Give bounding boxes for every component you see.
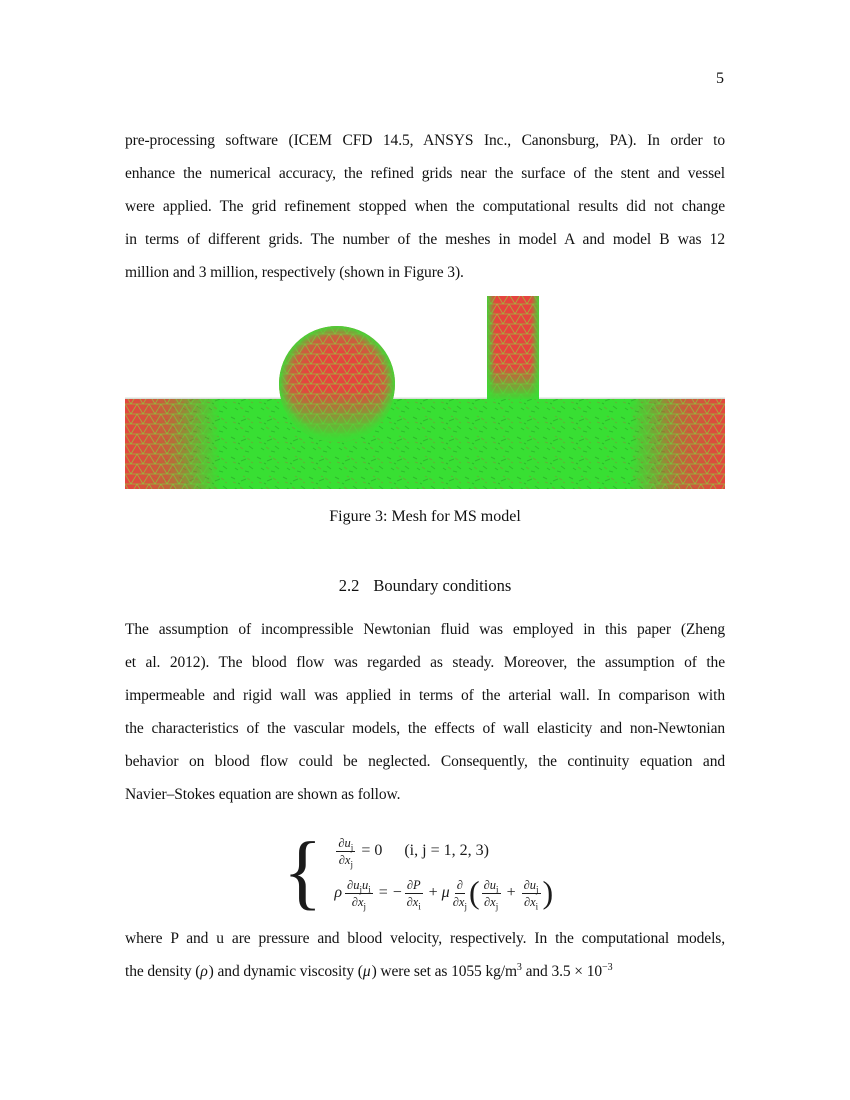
equals-sign: =: [378, 884, 388, 901]
index-condition: (i, j = 1, 2, 3): [404, 842, 489, 859]
figure-caption: Figure 3: Mesh for MS model: [329, 508, 521, 525]
text-line: in terms of different grids. The number of the meshes in model A and model B was 12: [125, 231, 725, 248]
vessel-outlet-mesh: [630, 399, 725, 489]
superscript: −3: [602, 961, 613, 973]
paragraph-where-definitions: [125, 922, 725, 988]
text-line: behavior on blood flow could be neglected. Consequently, the continuity equation and: [125, 753, 725, 770]
rho-symbol: ρ: [334, 884, 343, 901]
equation-rows: [334, 836, 553, 909]
mesh-figure-svg: [125, 294, 725, 490]
continuity-equation: [334, 836, 553, 867]
text-line: et al. 2012). The blood flow was regarded as steady. Moreover, the assumption of the: [125, 654, 725, 671]
figure-mesh-ms-model: [125, 294, 725, 490]
page-number: 5: [716, 70, 724, 87]
equals-zero: = 0: [361, 842, 383, 859]
mu-inline: μ: [362, 963, 371, 980]
text-line: million and 3 million, respectively (shown in Figure 3).: [125, 264, 464, 281]
fraction: $\frac{\partial u_ju_i}{\partial x_j}$: [347, 877, 371, 911]
text-line: The assumption of incompressible Newtonian fluid was employed in this paper (Zheng: [125, 621, 725, 638]
text-line: where P and u are pressure and blood velocity, respectively. In the computational models,: [125, 930, 725, 947]
right-paren: ): [542, 873, 554, 910]
momentum-equation: [334, 873, 554, 911]
minus-sign: −: [392, 884, 402, 901]
text-line: enhance the numerical accuracy, the refined grids near the surface of the stent and vessel: [125, 165, 725, 182]
left-paren: (: [468, 873, 480, 910]
text-line: the density (ρ) and dynamic viscosity (μ) were set as 1055 $kg/m^3$ and $3.5 \times 10^{-3}$: [125, 961, 613, 980]
text-line: pre-processing software (ICEM CFD 14.5, ANSYS Inc., Canonsburg, PA). In order to: [125, 132, 725, 149]
plus-sign: +: [506, 884, 516, 901]
rho-inline: ρ: [200, 963, 208, 980]
text-line: were applied. The grid refinement stopped when the computational results did not change: [125, 198, 725, 215]
superscript: 3: [516, 961, 522, 973]
fraction: $\frac{\partial P}{\partial x_i}$: [406, 877, 421, 911]
text-line: the characteristics of the vascular models, the effects of wall elasticity and non-Newtonian: [125, 720, 725, 737]
plus-sign: +: [428, 884, 438, 901]
text-line: impermeable and rigid wall was applied in terms of the arterial wall. In comparison with: [125, 687, 725, 704]
paragraph-boundary-conditions: [125, 613, 725, 811]
section-number: 2.2: [338, 576, 360, 595]
text-line: Navier–Stokes equation are shown as follow.: [125, 786, 401, 803]
mu-symbol: μ: [441, 884, 450, 901]
section-heading: [0, 574, 850, 598]
equation-block: [283, 825, 554, 918]
equation-left-brace: {: [283, 825, 323, 918]
aneurysm-sphere-blend: [279, 326, 395, 442]
fraction: $\frac{\partial u_i}{\partial x_j}$: [483, 877, 499, 911]
section-title: Boundary conditions: [373, 576, 512, 595]
branch-vessel-blend: [487, 296, 539, 399]
vessel-inlet-mesh: [125, 399, 220, 489]
paragraph-pre-processing: [125, 124, 725, 289]
fraction: $\frac{\partial u_j}{\partial x_j}$: [338, 835, 354, 869]
fraction: $\frac{\partial}{\partial x_j}$: [452, 877, 467, 911]
fraction: $\frac{\partial u_j}{\partial x_i}$: [523, 877, 539, 911]
